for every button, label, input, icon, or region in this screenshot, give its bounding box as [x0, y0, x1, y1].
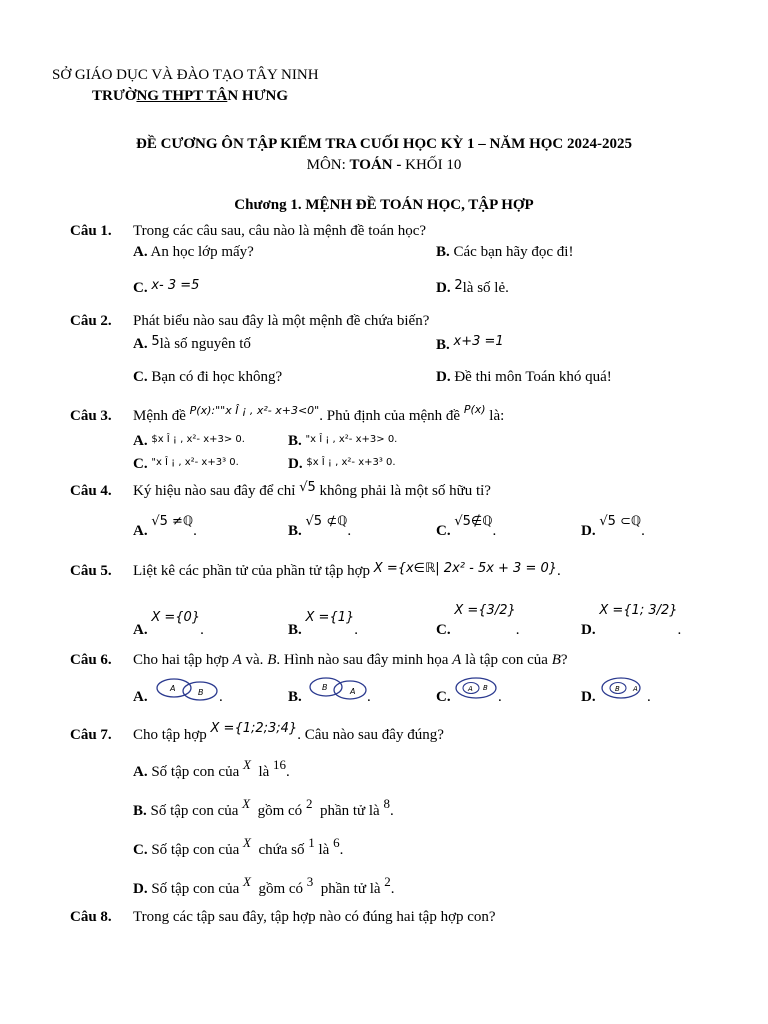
answer-c[interactable]: [133, 368, 282, 386]
answer-b[interactable]: [288, 610, 359, 640]
question-text: Trong các câu sau, câu nào là mệnh đề toán học?: [133, 223, 427, 239]
answer-text: gồm có: [258, 881, 304, 897]
answer-key: A.: [133, 244, 148, 260]
venn-diagram-c[interactable]: [454, 676, 498, 704]
school-name-part: TRƯỜ: [92, 88, 137, 104]
answer-text: .: [339, 842, 344, 858]
department-name: SỞ GIÁO DỤC VÀ ĐÀO TẠO TÂY NINH: [52, 67, 319, 83]
question-text-part: . Câu nào sau đây đúng?: [297, 727, 444, 743]
answer-math: X ={1}: [305, 610, 355, 625]
answer-a[interactable]: [133, 243, 254, 261]
answer-key: C.: [436, 523, 451, 539]
answer-math: X: [242, 874, 251, 889]
answer-a[interactable]: [133, 610, 204, 640]
question-text: [133, 403, 505, 426]
answer-text: .: [286, 764, 290, 780]
answer-math: $x Î ¡ , x²- x+3> 0.: [151, 434, 245, 445]
question-text-part: không phải là một số hữu tỉ?: [319, 483, 491, 499]
question-math: P(x): [463, 403, 486, 416]
answer-math: X ={0}: [151, 610, 201, 625]
question-text-part: và.: [241, 652, 268, 668]
answer-text: Số tập con của: [147, 881, 240, 897]
answer-a-key[interactable]: A.: [133, 689, 148, 705]
answer-key: D.: [436, 280, 451, 296]
question-math: √5: [299, 480, 316, 495]
chapter-title: Chương 1. MỆNH ĐỀ TOÁN HỌC, TẬP HỢP: [234, 197, 534, 213]
answer-key: A.: [133, 433, 148, 449]
answer-math: X: [242, 796, 251, 811]
question-text: [133, 651, 568, 669]
school-name-part: N HƯNG: [227, 88, 289, 104]
question-label: Câu 7.: [70, 727, 112, 743]
answer-math: X ={1; 3/2}: [599, 603, 678, 618]
answer-dot: .: [193, 523, 197, 539]
answer-math: 16: [273, 757, 287, 772]
answer-math: √5 ⊄ℚ: [305, 514, 348, 529]
venn-diagram-a[interactable]: [152, 676, 220, 704]
question-label: Câu 3.: [70, 408, 112, 424]
answer-math: X: [242, 835, 251, 850]
subject-grade: KHỐI 10: [401, 157, 462, 173]
question-label: Câu 8.: [70, 909, 112, 925]
answer-key: A.: [133, 523, 148, 539]
answer-a[interactable]: [133, 514, 197, 541]
answer-b[interactable]: [436, 243, 573, 261]
answer-key: B.: [288, 433, 302, 449]
answer-text: phần tử là: [319, 803, 380, 819]
answer-text: Số tập con của: [146, 803, 239, 819]
answer-c[interactable]: [133, 279, 199, 298]
answer-key: C.: [133, 456, 148, 472]
answer-key: D.: [288, 456, 303, 472]
question-text-part: ?: [560, 652, 568, 668]
answer-text: phần tử là: [320, 881, 381, 897]
question-text-part: là:: [489, 408, 505, 424]
answer-math: x- 3 =5: [151, 278, 200, 293]
answer-dot: .: [219, 689, 223, 705]
question-label: Câu 5.: [70, 563, 112, 579]
answer-d[interactable]: [133, 874, 395, 898]
subject-line: [0, 156, 768, 174]
answer-b[interactable]: [288, 432, 397, 452]
set-label-a: A: [170, 684, 176, 693]
answer-a[interactable]: [133, 757, 290, 781]
answer-text: là số nguyên tố: [159, 336, 251, 352]
answer-c[interactable]: [133, 835, 344, 859]
question-text-part: Cho tập hợp: [133, 727, 207, 743]
answer-d-key[interactable]: D.: [581, 689, 596, 705]
answer-text: chứa số: [258, 842, 305, 858]
answer-key: B.: [436, 244, 450, 260]
answer-d[interactable]: [436, 279, 509, 298]
subject-name: TOÁN -: [349, 157, 402, 173]
answer-text: .: [390, 881, 395, 897]
answer-key: B.: [288, 523, 302, 539]
answer-key: B.: [133, 803, 147, 819]
answer-math: 2: [305, 796, 313, 811]
answer-math: 2: [384, 874, 391, 889]
answer-dot: .: [641, 523, 645, 539]
set-label-a: A: [468, 685, 473, 693]
answer-key: A.: [133, 622, 148, 638]
question-text-part: Cho hai tập hợp: [133, 652, 233, 668]
answer-math: x+3 =1: [453, 334, 504, 349]
answer-math: 1: [308, 835, 315, 850]
answer-d[interactable]: [581, 603, 682, 640]
answer-math: √5 ⊂ℚ: [599, 514, 642, 529]
answer-key: A.: [133, 336, 148, 352]
answer-key: C.: [436, 622, 451, 638]
question-label: Câu 4.: [70, 483, 112, 499]
set-label-a: A: [633, 685, 638, 693]
set-label-b: B: [615, 685, 620, 693]
question-text-part: Ký hiệu nào sau đây để chỉ: [133, 483, 296, 499]
question-math: P(x):""x Î ¡ , x²- x+3<0": [189, 404, 320, 417]
question-dot: .: [557, 563, 561, 579]
answer-math: 3: [306, 874, 314, 889]
answer-c-key[interactable]: C.: [436, 689, 451, 705]
answer-dot: .: [367, 689, 371, 705]
set-label-b: B: [198, 688, 204, 697]
answer-text: là: [258, 764, 270, 780]
answer-d[interactable]: [288, 455, 396, 475]
answer-key: D.: [581, 622, 596, 638]
question-text-part: Liệt kê các phần tử của phần tử tập hợp: [133, 563, 371, 579]
answer-math: √5∉ℚ: [454, 514, 493, 529]
answer-a[interactable]: [133, 335, 251, 354]
answer-key: D.: [133, 881, 148, 897]
question-text: [133, 721, 444, 745]
question-text: Phát biểu nào sau đây là một mệnh đề chứa biến?: [133, 313, 430, 329]
question-text: Trong các tập sau đây, tập hợp nào có đúng hai tập hợp con?: [133, 909, 496, 925]
question-math: X ={1;2;3;4}: [210, 721, 298, 736]
answer-math: √5 ≠ℚ: [151, 514, 194, 529]
answer-math: 5: [151, 334, 160, 349]
answer-b-key[interactable]: B.: [288, 689, 302, 705]
answer-text: Đề thi môn Toán khó quá!: [450, 369, 612, 385]
answer-key: D.: [581, 523, 596, 539]
answer-key: A.: [133, 764, 148, 780]
set-label-b: B: [483, 684, 488, 692]
answer-key: C.: [133, 369, 148, 385]
set-name: B: [551, 652, 561, 668]
school-name: [92, 87, 288, 105]
answer-text: Số tập con của: [147, 842, 240, 858]
question-label: Câu 1.: [70, 223, 112, 239]
question-label: Câu 2.: [70, 313, 112, 329]
answer-text: .: [389, 803, 394, 819]
answer-dot: .: [347, 523, 352, 539]
answer-key: D.: [436, 369, 451, 385]
question-text: [133, 482, 491, 501]
question-math: X ={x∈ℝ| 2x² - 5x + 3 = 0}: [373, 561, 558, 576]
answer-key: C.: [133, 842, 148, 858]
question-text: [133, 562, 561, 581]
set-name: A: [232, 652, 242, 668]
answer-c[interactable]: [436, 603, 520, 640]
answer-text: gồm có: [257, 803, 303, 819]
venn-diagram-b[interactable]: [306, 676, 368, 704]
answer-math: $x Î ¡ , x²- x+3³ 0.: [306, 457, 396, 468]
answer-key: B.: [288, 622, 302, 638]
answer-dot: .: [515, 622, 520, 638]
set-label-a: A: [350, 687, 356, 696]
question-text-part: Mệnh đề: [133, 408, 186, 424]
answer-math: "x Î ¡ , x²- x+3> 0.: [305, 434, 398, 445]
subject-prefix: MÔN:: [306, 157, 350, 173]
answer-text: là: [318, 842, 330, 858]
question-text-part: là tập con của: [461, 652, 552, 668]
answer-dot: .: [354, 622, 359, 638]
school-name-part: NG THPT TÂ: [136, 88, 228, 104]
question-text-part: . Hình nào sau đây minh họa: [276, 652, 453, 668]
answer-c[interactable]: [436, 514, 497, 541]
answer-dot: .: [498, 689, 502, 705]
answer-dot: .: [647, 689, 651, 705]
answer-text: là số lẻ.: [462, 280, 509, 296]
answer-key: B.: [436, 337, 450, 353]
answer-dot: .: [677, 622, 682, 638]
answer-dot: .: [492, 523, 497, 539]
set-name: A: [452, 652, 462, 668]
set-label-b: B: [322, 683, 328, 692]
answer-text: Bạn có đi học không?: [147, 369, 283, 385]
answer-text: An học lớp mấy?: [147, 244, 254, 260]
answer-math: "x Î ¡ , x²- x+3³ 0.: [151, 457, 239, 468]
answer-b[interactable]: [133, 796, 394, 820]
answer-math: 6: [333, 835, 340, 850]
answer-math: 2: [454, 278, 463, 293]
answer-b[interactable]: [436, 336, 504, 355]
answer-dot: .: [200, 622, 204, 638]
answer-text: Các bạn hãy đọc đi!: [449, 244, 574, 260]
answer-d[interactable]: [581, 514, 645, 541]
answer-d[interactable]: [436, 368, 612, 386]
question-text-part: . Phủ định của mệnh đề: [319, 408, 461, 424]
answer-b[interactable]: [288, 514, 352, 541]
answer-text: Số tập con của: [147, 764, 240, 780]
answer-c[interactable]: [133, 455, 239, 475]
venn-diagram-d[interactable]: [600, 676, 646, 704]
question-label: Câu 6.: [70, 652, 112, 668]
answer-a[interactable]: [133, 432, 245, 452]
set-name: B: [267, 652, 277, 668]
document-title: ĐỀ CƯƠNG ÔN TẬP KIỂM TRA CUỐI HỌC KỲ 1 – NĂM HỌC 2024-2025: [136, 136, 632, 152]
answer-math: 8: [383, 796, 390, 811]
answer-key: C.: [133, 280, 148, 296]
answer-math: X ={3/2}: [454, 603, 516, 618]
answer-math: X: [242, 757, 251, 772]
